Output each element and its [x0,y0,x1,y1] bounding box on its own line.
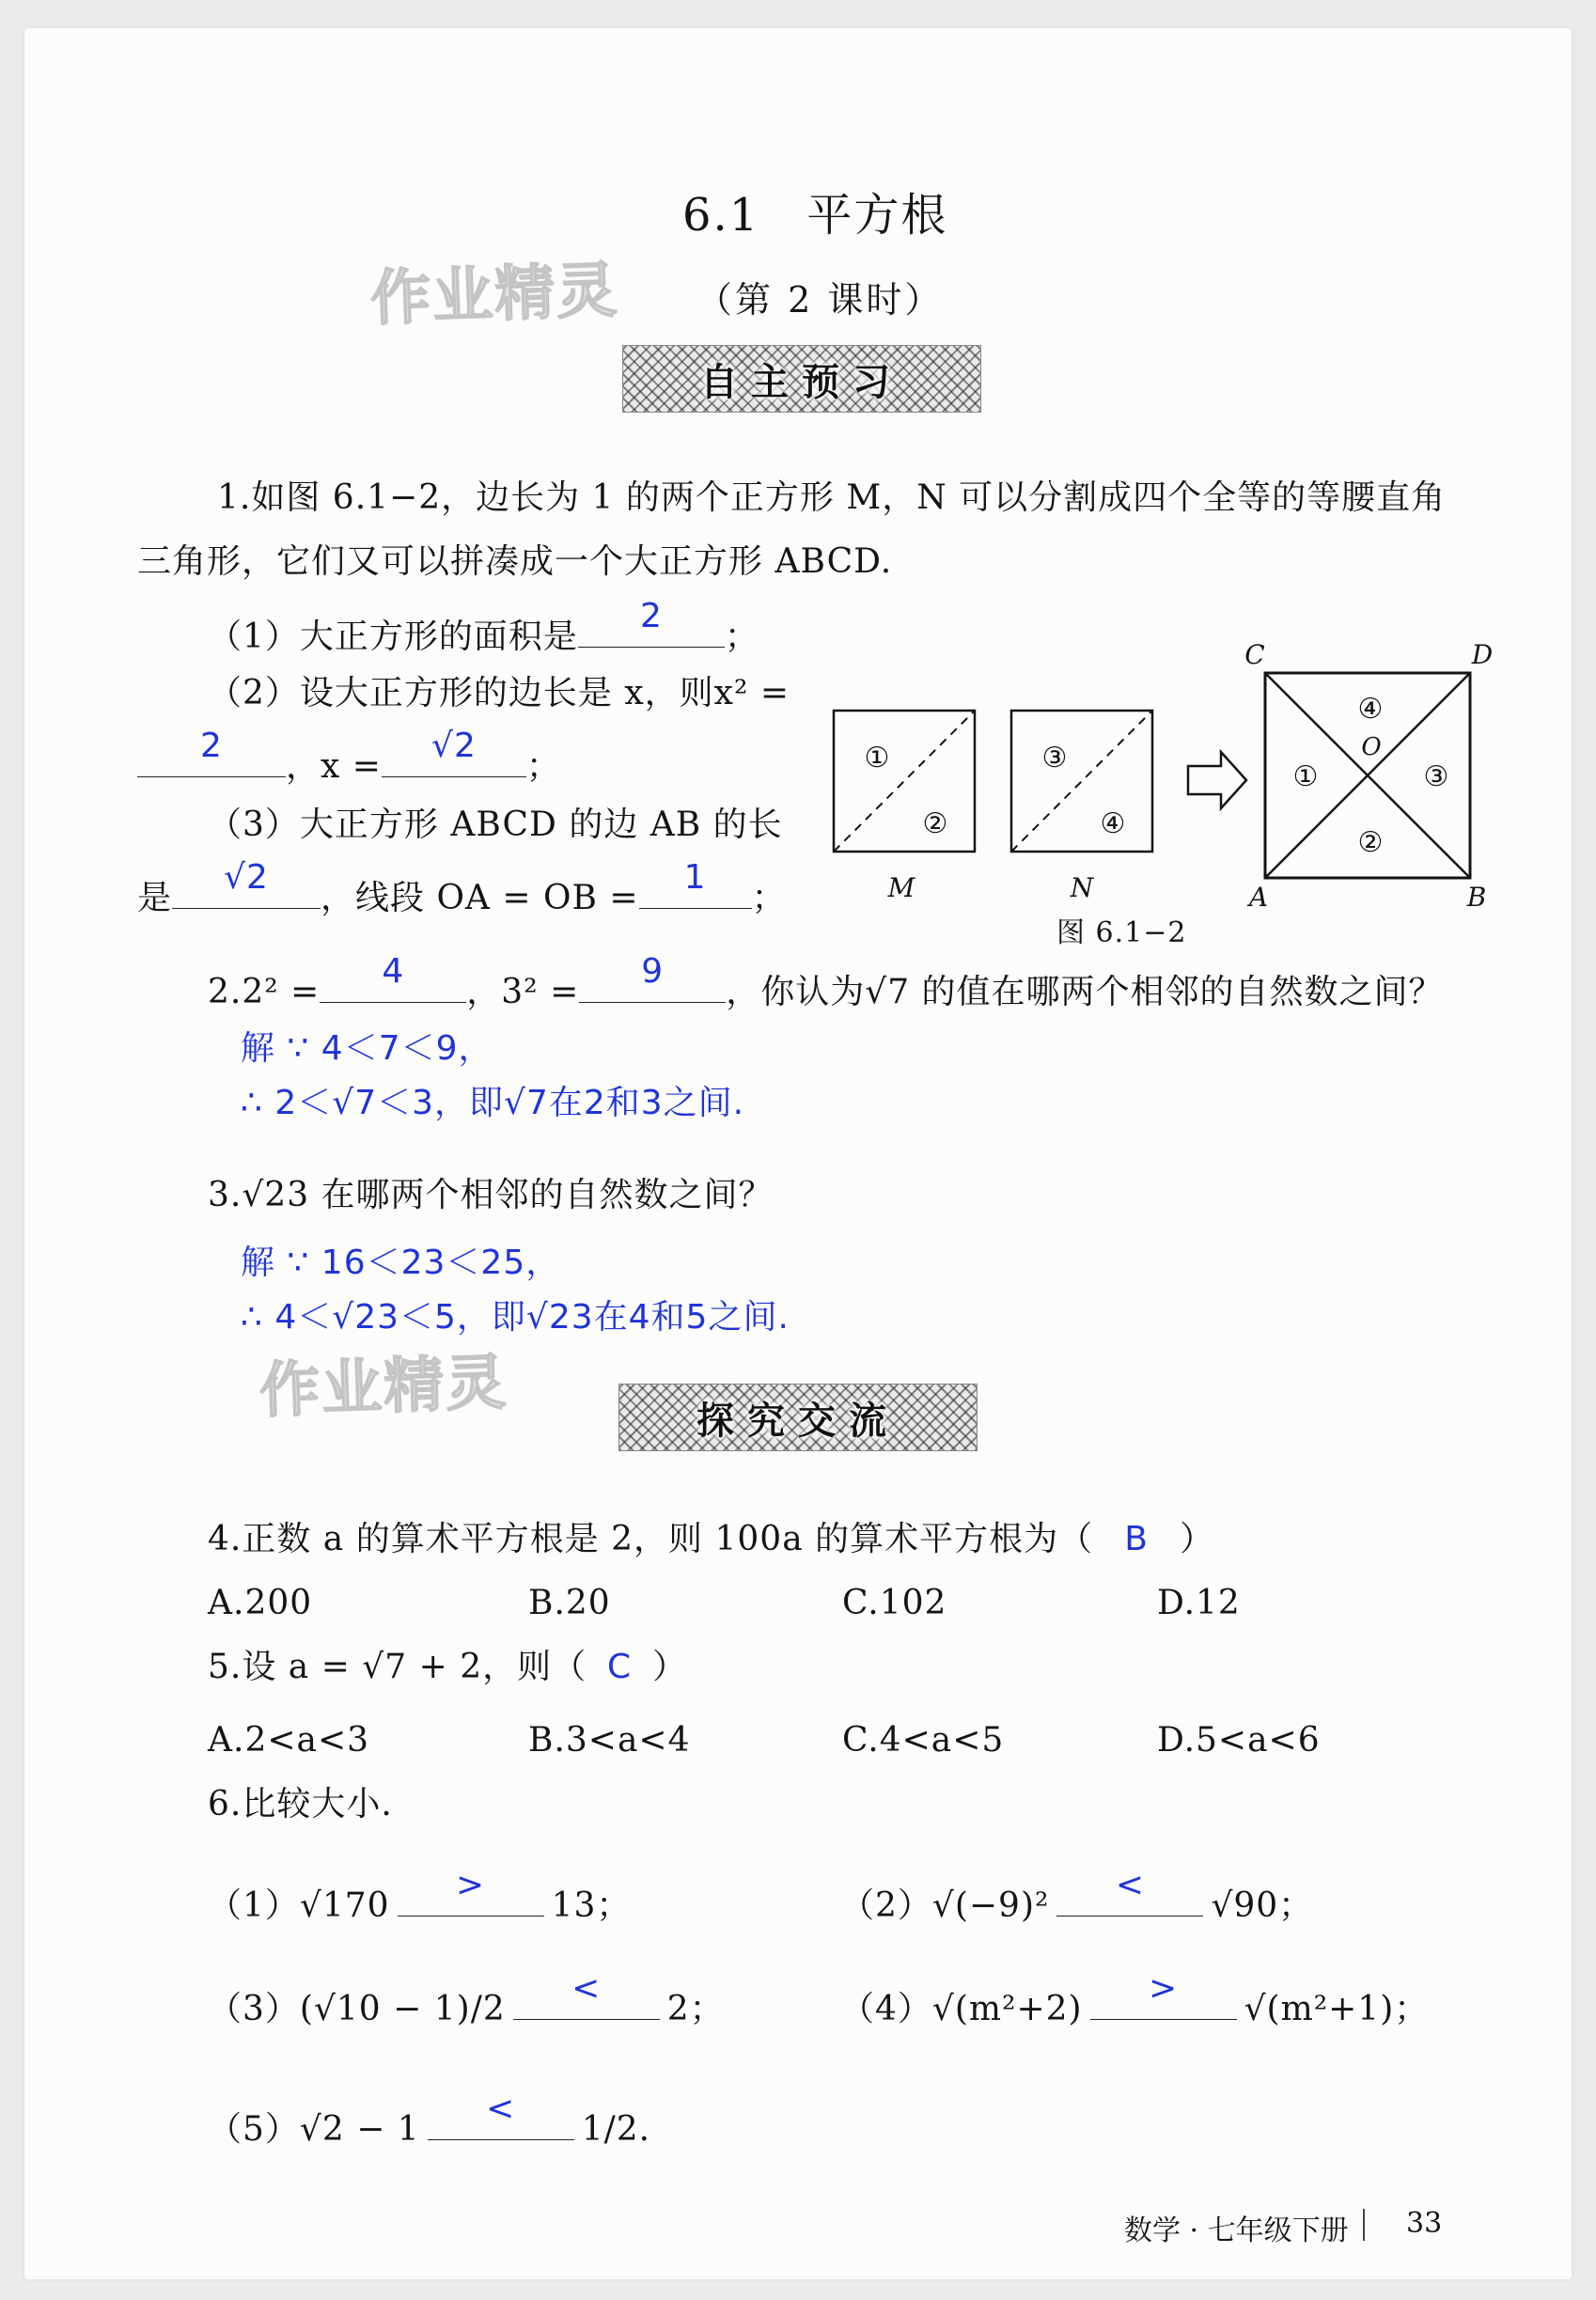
piece-4-label-n: ④ [1100,807,1126,840]
q4-stem-line [208,1519,1214,1560]
q6-item-3-blank[interactable] [513,1969,660,2020]
abcd-piece-3: ③ [1423,760,1449,793]
q2-prefix: 2.2² = [208,973,321,1011]
abcd-piece-4: ④ [1357,693,1384,726]
q1-part3-answers [137,858,787,919]
q6-item-2-answer: < [1115,1866,1146,1904]
q6-item-2-right: √90； [1211,1886,1314,1925]
q6-item-1-left: √170 [299,1886,390,1925]
q6-item-3-left: (√10 − 1)/2 [299,1990,506,2028]
section-title-explore: 探究交流 [696,1399,900,1443]
q4-option-a: A.200 [208,1584,313,1622]
semicolon: ； [751,879,787,917]
q6-item-4 [840,1969,1430,2030]
q6-item-5-blank[interactable] [428,2089,574,2140]
q1-stem-line1: 1.如图 6.1−2，边长为 1 的两个正方形 M，N 可以分割成四个全等的等腰直角 [217,478,1447,517]
worksheet-page [24,28,1572,2279]
q6-item-4-right: √(m²+1)； [1244,1990,1430,2028]
q4-option-b: B.20 [528,1584,611,1622]
q1-part3-label: （3）大正方形 ABCD 的边 AB 的长 [208,806,783,844]
section-title-preview: 自主预习 [700,360,903,404]
piece-1-label: ① [864,742,890,774]
q3-solution-line2: ∴ 4＜√23＜5，即√23在4和5之间. [241,1298,790,1337]
section-banner-preview [622,345,981,413]
q1-part3-answer-b: 1 [683,858,707,897]
q1-part2-blank-a[interactable] [137,727,286,777]
q1-part1-label: （1）大正方形的面积是 [208,618,578,656]
q5-option-d: D.5<a<6 [1157,1721,1321,1760]
q6-item-5 [208,2089,651,2151]
q2-suffix: ，你认为√7 的值在哪两个相邻的自然数之间？ [726,973,1444,1011]
corner-a: A [1248,882,1269,913]
corner-d: D [1471,639,1494,670]
q3-solution-line1: 解 ∵ 16＜23＜25， [241,1244,561,1282]
q4-option-d: D.12 [1157,1584,1241,1622]
footer-divider [1363,2209,1365,2241]
q6-item-1 [208,1866,632,1927]
q1-part2-answer-b: √2 [431,727,477,765]
q2-solution-line2: ∴ 2＜√7＜3，即√7在2和3之间. [241,1084,745,1122]
q1-part2-answers [137,727,561,788]
figure-caption: 图 6.1−2 [1056,916,1187,949]
corner-c: C [1244,639,1265,670]
square-m-label: M [887,872,915,903]
q1-part3-prefix: 是 [137,879,173,917]
q6-item-1-answer: > [455,1866,486,1904]
q6-item-2-left: √(−9)² [931,1886,1050,1925]
q3-stem: 3.√23 在哪两个相邻的自然数之间？ [208,1176,774,1214]
corner-b: B [1466,882,1487,913]
q1-stem-line2: 三角形，它们又可以拼凑成一个大正方形 ABCD. [137,542,893,581]
watermark-top: 作业精灵 [368,256,620,335]
q1-part3-blank-b[interactable] [639,858,752,909]
q6-item-4-blank[interactable] [1090,1969,1237,2020]
q6-item-2 [840,1866,1314,1927]
q2-solution-line1: 解 ∵ 4＜7＜9， [241,1029,493,1068]
lesson-subtitle: （第 2 课时） [696,279,944,321]
q1-part3-answer-a: √2 [224,858,269,897]
q5-option-a: A.2<a<3 [208,1721,370,1760]
q2-blank-b[interactable] [579,952,726,1003]
q1-part2-blank-b[interactable] [382,727,526,777]
q6-item-3-right: 2； [666,1990,725,2028]
piece-3-label-n: ③ [1041,742,1068,774]
q6-item-4-answer: > [1148,1969,1179,2008]
q2-answer-b: 9 [641,952,665,991]
q4-stem: 4.正数 a 的算术平方根是 2，则 100a 的算术平方根为（ [208,1520,1094,1558]
abcd-piece-2: ② [1357,826,1384,859]
q1-part3-mid: ，线段 OA = OB = [321,879,639,917]
q6-item-1-blank[interactable] [398,1866,544,1917]
semicolon: ； [724,618,759,656]
center-o: O [1361,733,1382,761]
q6-item-1-right: 13； [551,1886,632,1925]
q1-part2-answer-a: 2 [200,727,223,765]
q5-answer[interactable]: C [607,1648,633,1686]
section-banner-explore [618,1384,978,1451]
q6-item-3-label: （3） [208,1990,300,2028]
q5-option-b: B.3<a<4 [528,1721,691,1760]
q6-item-5-right: 1/2. [581,2110,651,2149]
q6-item-4-left: √(m²+2) [931,1990,1083,2028]
q6-item-1-label: （1） [208,1886,300,1925]
q2-blank-a[interactable] [320,952,466,1003]
q6-item-3-answer: < [571,1969,602,2008]
q2-line [208,952,1444,1013]
square-n-label: N [1070,872,1094,903]
q6-item-3 [208,1969,725,2030]
square-m-diagonal [834,711,975,852]
q5-option-c: C.4<a<5 [842,1721,1005,1760]
q6-item-4-label: （4） [840,1990,932,2028]
q1-part2-x-label: ，x = [286,747,382,786]
q5-stem-line [208,1647,687,1688]
q1-part1-blank[interactable] [578,597,725,648]
page-title: 6.1 平方根 [682,189,948,242]
q5-close: ） [652,1648,688,1686]
q4-option-c: C.102 [842,1584,947,1622]
q5-stem: 5.设 a = √7 + 2，则（ [208,1648,587,1686]
arrow-right-icon [1188,752,1246,808]
q1-part1-answer: 2 [639,597,663,635]
q2-mid: ，3² = [466,973,580,1011]
q2-answer-a: 4 [382,952,405,991]
square-n-diagonal [1011,711,1152,852]
semicolon: ； [525,747,561,786]
piece-2-label: ② [922,807,948,840]
q6-item-5-left: √2 − 1 [299,2110,420,2149]
q1-part1 [208,597,759,658]
figure-6-1-2 [809,620,1524,940]
q6-item-2-label: （2） [840,1886,932,1925]
abcd-piece-1: ① [1292,760,1319,793]
q6-item-2-blank[interactable] [1056,1866,1203,1917]
q6-item-5-label: （5） [208,2110,300,2149]
q4-close: ） [1180,1520,1215,1558]
watermark-middle: 作业精灵 [258,1348,509,1427]
q1-part3-blank-a[interactable] [172,858,321,909]
q6-stem: 6.比较大小. [208,1785,393,1823]
q1-part2-label: （2）设大正方形的边长是 x，则x² = [208,674,790,712]
q6-item-5-answer: < [486,2089,516,2128]
q4-answer[interactable]: B [1124,1520,1149,1558]
page-number: 33 [1406,2207,1443,2240]
footer-subject: 数学 · 七年级下册 [1124,2214,1349,2247]
